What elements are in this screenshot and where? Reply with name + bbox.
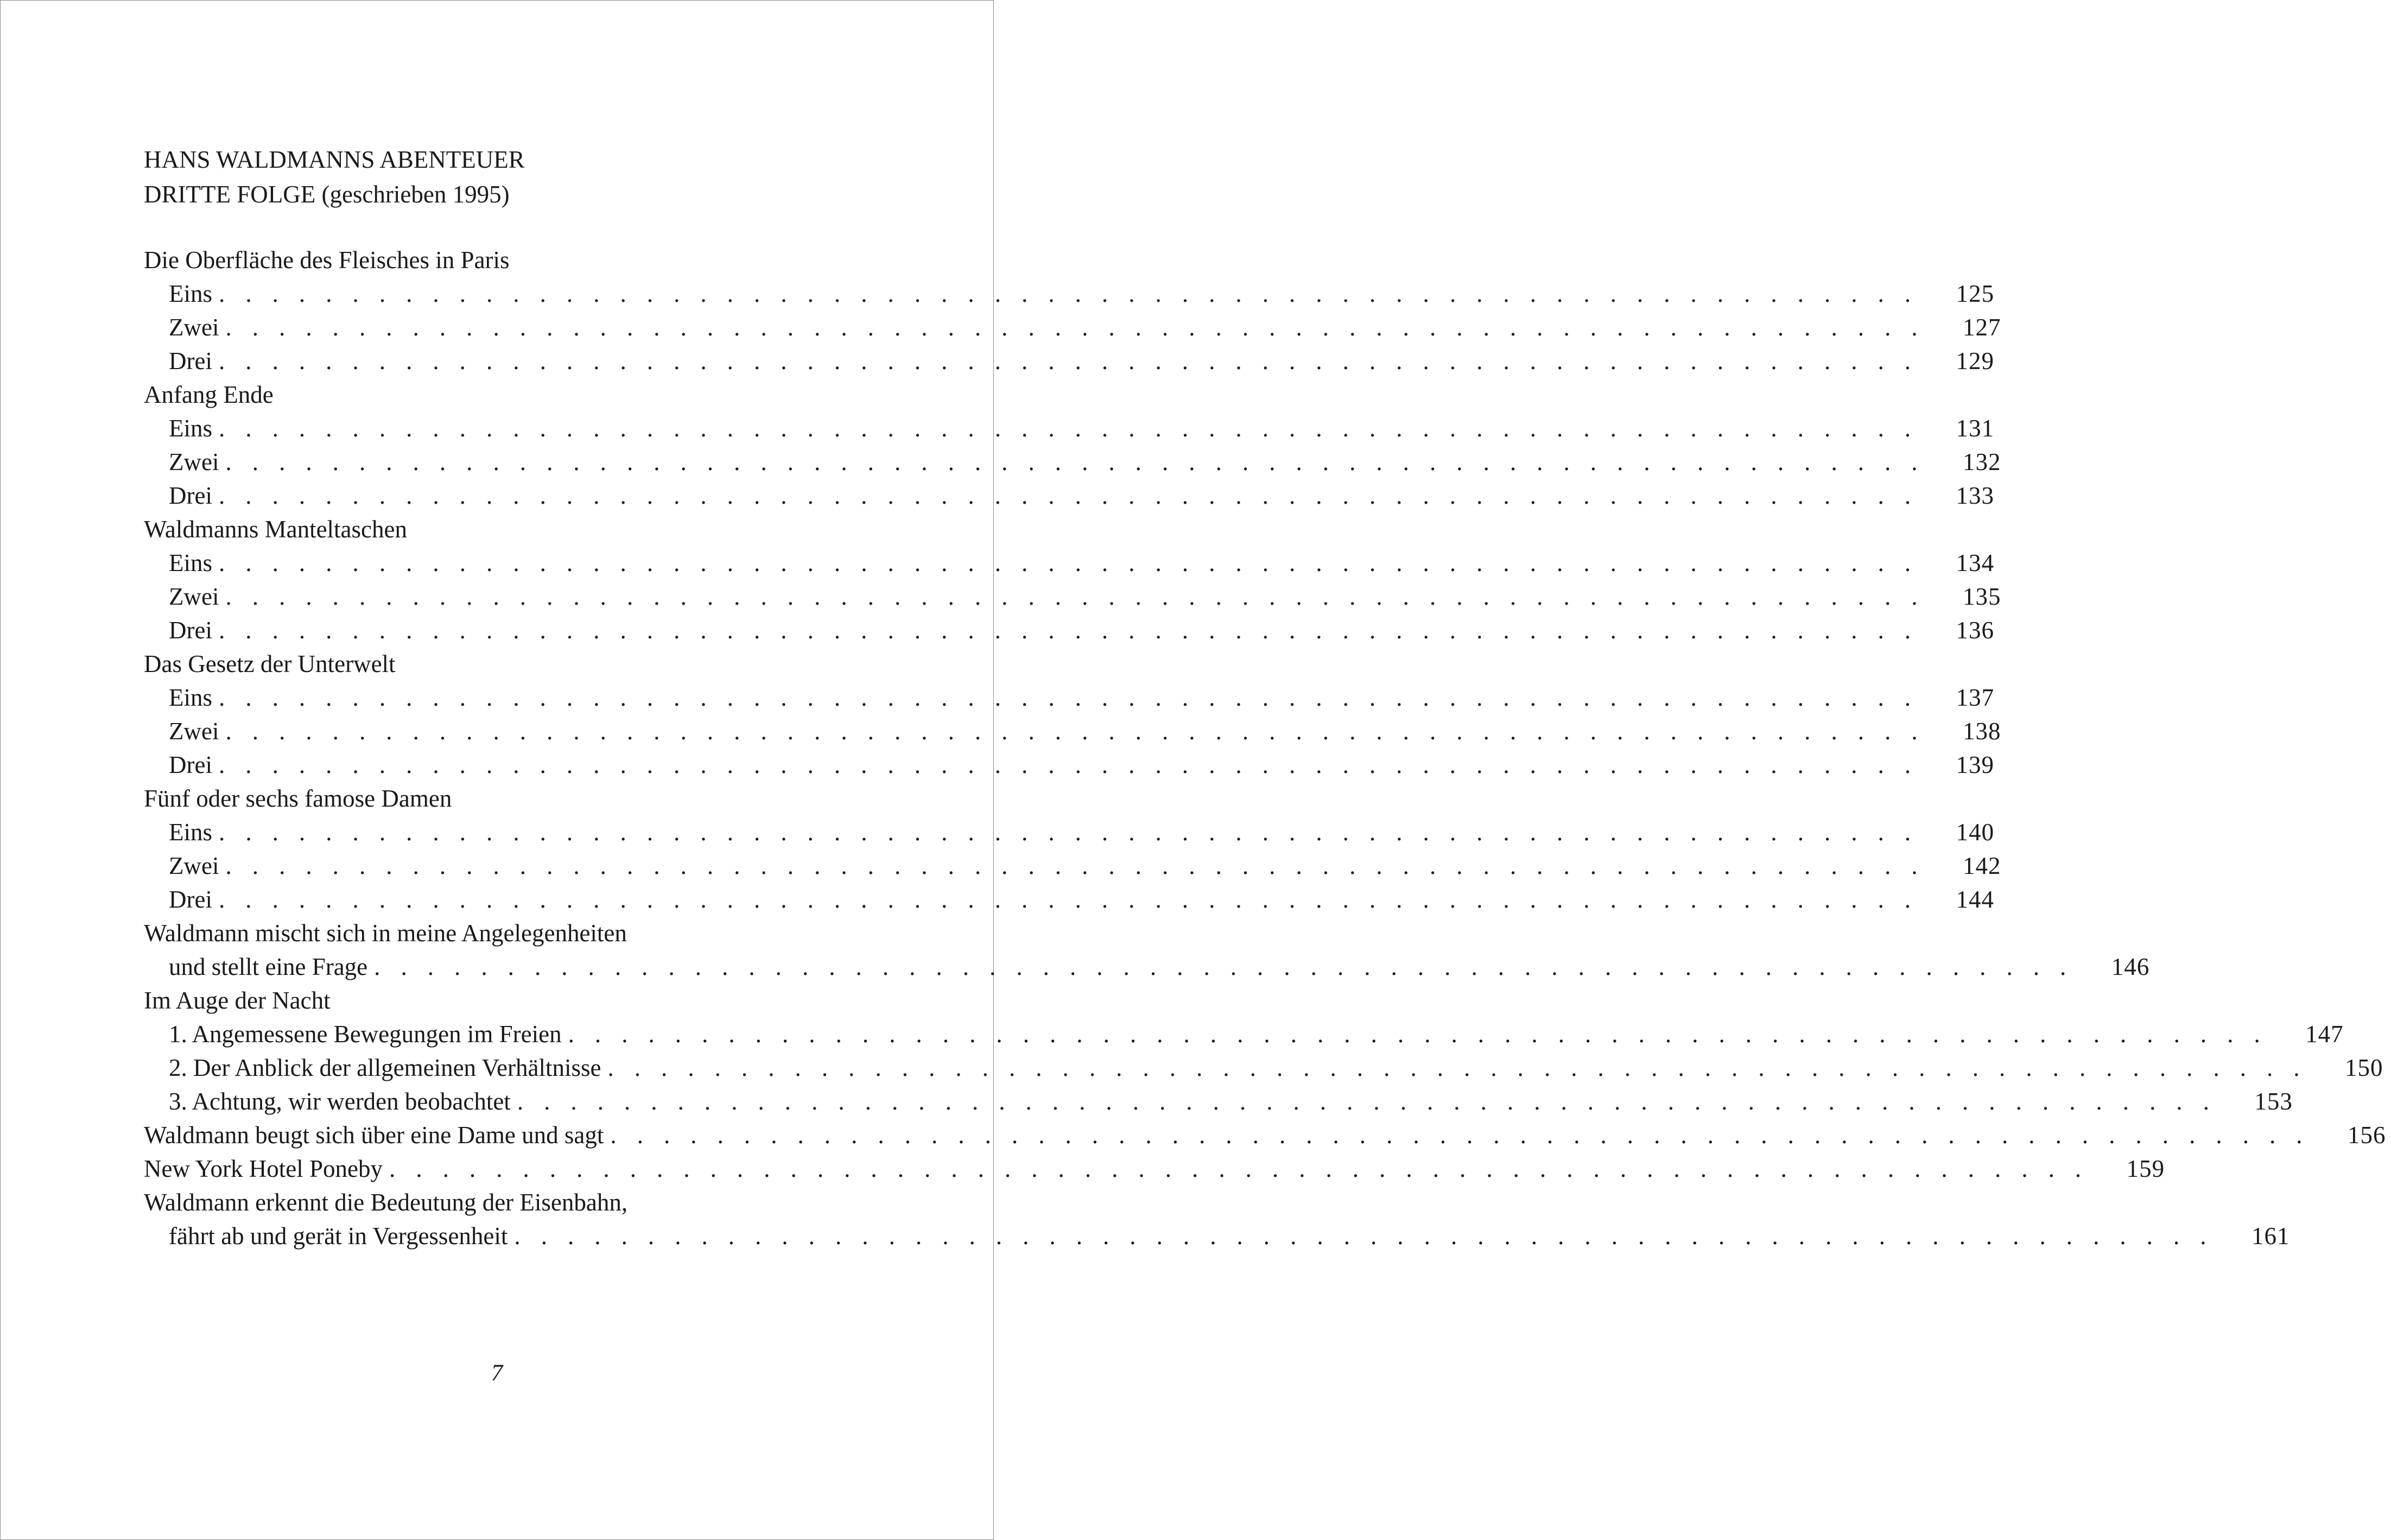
dot-leader-dots: . . . . . . . . . . . . . . . . . . . . . . . . . . . . . . . . . . . . . . . . . . . . . . . . . . . . . . . . . . . . . . . . (374, 953, 2073, 980)
toc-entry (144, 445, 2001, 479)
dot-leader (219, 479, 1918, 512)
dot-leader-dots: . . . . . . . . . . . . . . . . . . . . . . . . . . . . . . . . . . . . . . . . . . . . . . . . . . . . . . . . . . . . . . . . (218, 617, 1918, 644)
toc-page-number: 125 (1956, 280, 1995, 307)
toc-entry (144, 748, 1995, 782)
toc-entry (144, 411, 1995, 445)
dot-leader (610, 1118, 2310, 1152)
dot-leader-dots: . . . . . . . . . . . . . . . . . . . . . . . . . . . . . . . . . . . . . . . . . . . . . . . . . . . . . . . . . . . . . . . . (389, 1155, 2089, 1182)
dot-leader (225, 310, 1925, 344)
toc-entry-label: Drei (169, 886, 212, 913)
toc-entry-label: Zwei (169, 448, 219, 476)
toc-entry-label: Eins (169, 415, 213, 442)
toc-entry-label: Zwei (169, 852, 219, 879)
toc-page-number: 135 (1963, 583, 2001, 610)
dot-leader (225, 580, 1925, 613)
toc-entry (144, 681, 1995, 714)
dot-leader (219, 883, 1918, 916)
dot-leader (219, 681, 1918, 714)
dot-leader (219, 815, 1918, 849)
dot-leader-dots: . . . . . . . . . . . . . . . . . . . . . . . . . . . . . . . . . . . . . . . . . . . . . . . . . . . . . . . . . . . . . . . . (607, 1054, 2307, 1081)
dot-leader (219, 411, 1918, 445)
dot-leader (389, 1152, 2089, 1186)
toc-entry (144, 613, 1995, 647)
toc-section-title: Anfang Ende (144, 381, 274, 408)
toc-page-number: 144 (1956, 886, 1995, 913)
toc-entry (144, 1051, 2383, 1085)
toc-entry-label: Eins (169, 280, 213, 307)
toc-entry-label: Eins (169, 684, 213, 711)
toc-page-number: 139 (1956, 751, 1995, 778)
toc-entry-label: und stellt eine Frage (169, 953, 368, 980)
toc-section-title: Im Auge der Nacht (144, 987, 331, 1014)
toc-page-number: 140 (1956, 819, 1995, 846)
dot-leader-dots: . . . . . . . . . . . . . . . . . . . . . . . . . . . . . . . . . . . . . . . . . . . . . . . . . . . . . . . . . . . . . . . . (219, 684, 1918, 711)
toc-entry (144, 1219, 2290, 1253)
toc-entry-label: Drei (169, 617, 212, 644)
dot-leader-dots: . . . . . . . . . . . . . . . . . . . . . . . . . . . . . . . . . . . . . . . . . . . . . . . . . . . . . . . . . . . . . . . . (225, 583, 1925, 610)
toc-entry (144, 849, 2001, 883)
toc-entry (144, 1118, 2386, 1152)
dot-leader-dots: . . . . . . . . . . . . . . . . . . . . . . . . . . . . . . . . . . . . . . . . . . . . . . . . . . . . . . . . . . . . . . . . (568, 1021, 2268, 1048)
dot-leader-dots: . . . . . . . . . . . . . . . . . . . . . . . . . . . . . . . . . . . . . . . . . . . . . . . . . . . . . . . . . . . . . . . . (218, 347, 1918, 375)
toc-entry (144, 310, 2001, 344)
dot-leader-dots: . . . . . . . . . . . . . . . . . . . . . . . . . . . . . . . . . . . . . . . . . . . . . . . . . . . . . . . . . . . . . . . . (225, 852, 1925, 879)
dot-leader-dots: . . . . . . . . . . . . . . . . . . . . . . . . . . . . . . . . . . . . . . . . . . . . . . . . . . . . . . . . . . . . . . . . (517, 1088, 2217, 1115)
toc-entry-label: Eins (169, 819, 213, 846)
dot-leader (219, 748, 1918, 782)
toc-entry (144, 1152, 2165, 1186)
dot-leader (607, 1051, 2307, 1085)
dot-leader-dots: . . . . . . . . . . . . . . . . . . . . . . . . . . . . . . . . . . . . . . . . . . . . . . . . . . . . . . . . . . . . . . . . (225, 314, 1925, 341)
dot-leader-dots: . . . . . . . . . . . . . . . . . . . . . . . . . . . . . . . . . . . . . . . . . . . . . . . . . . . . . . . . . . . . . . . . (218, 886, 1918, 913)
toc-page-number: 159 (2126, 1155, 2165, 1182)
dot-leader (219, 277, 1918, 310)
toc-entry (144, 1085, 2293, 1118)
toc-page-number: 150 (2345, 1054, 2383, 1081)
heading-subtitle: DRITTE FOLGE (geschrieben 1995) (144, 181, 510, 208)
dot-leader (219, 344, 1918, 378)
toc-page-number: 133 (1956, 482, 1995, 509)
dot-leader-dots: . . . . . . . . . . . . . . . . . . . . . . . . . . . . . . . . . . . . . . . . . . . . . . . . . . . . . . . . . . . . . . . . (225, 718, 1925, 745)
toc-list (144, 243, 2386, 1253)
dot-leader (225, 445, 1925, 479)
toc-page-number: 138 (1963, 718, 2001, 745)
dot-leader-dots: . . . . . . . . . . . . . . . . . . . . . . . . . . . . . . . . . . . . . . . . . . . . . . . . . . . . . . . . . . . . . . . . (218, 751, 1918, 778)
toc-entry (144, 1017, 2344, 1051)
toc-page-number: 147 (2305, 1021, 2344, 1048)
dot-leader (225, 849, 1925, 883)
toc-entry (144, 883, 1995, 916)
dot-leader-dots: . . . . . . . . . . . . . . . . . . . . . . . . . . . . . . . . . . . . . . . . . . . . . . . . . . . . . . . . . . . . . . . . (219, 280, 1918, 307)
toc-entry-label: 2. Der Anblick der allgemeinen Verhältnisse (169, 1054, 601, 1081)
toc-entry-label: Waldmann beugt sich über eine Dame und sagt (144, 1121, 604, 1149)
dot-leader-dots: . . . . . . . . . . . . . . . . . . . . . . . . . . . . . . . . . . . . . . . . . . . . . . . . . . . . . . . . . . . . . . . . (610, 1121, 2310, 1149)
dot-leader (568, 1017, 2268, 1051)
toc-entry-label: 1. Angemessene Bewegungen im Freien (169, 1021, 562, 1048)
dot-leader-dots: . . . . . . . . . . . . . . . . . . . . . . . . . . . . . . . . . . . . . . . . . . . . . . . . . . . . . . . . . . . . . . . . (225, 448, 1925, 476)
toc-page-number: 134 (1956, 549, 1995, 576)
toc-page-number: 153 (2254, 1088, 2293, 1115)
toc-section-title: Fünf oder sechs famose Damen (144, 785, 452, 812)
toc-entry-label: Eins (169, 549, 213, 576)
toc-page-number: 146 (2111, 953, 2150, 980)
toc-entry-label: Drei (169, 751, 212, 778)
toc-entry (144, 950, 2150, 984)
dot-leader (219, 546, 1918, 580)
toc-page-number: 129 (1956, 347, 1995, 375)
toc-entry (144, 815, 1995, 849)
toc-page-number: 137 (1956, 684, 1995, 711)
toc-page-number: 136 (1956, 617, 1995, 644)
dot-leader (517, 1085, 2217, 1118)
toc-section-title: Waldmann erkennt die Bedeutung der Eisenbahn, (144, 1189, 628, 1216)
toc-entry-label: Drei (169, 482, 212, 509)
toc-entry-label: Drei (169, 347, 212, 375)
toc-page-number: 142 (1963, 852, 2001, 879)
toc-entry-label: Zwei (169, 314, 219, 341)
toc-section-title: Waldmann mischt sich in meine Angelegenheiten (144, 920, 627, 947)
dot-leader (225, 714, 1925, 748)
toc-page-number: 132 (1963, 448, 2001, 476)
toc-entry-label: fährt ab und gerät in Vergessenheit (169, 1222, 508, 1250)
toc-entry (144, 277, 1995, 310)
toc-entry-label: Zwei (169, 718, 219, 745)
dot-leader-dots: . . . . . . . . . . . . . . . . . . . . . . . . . . . . . . . . . . . . . . . . . . . . . . . . . . . . . . . . . . . . . . . . (219, 415, 1918, 442)
table-of-contents (144, 142, 2386, 1253)
toc-entry-label: Zwei (169, 583, 219, 610)
dot-leader-dots: . . . . . . . . . . . . . . . . . . . . . . . . . . . . . . . . . . . . . . . . . . . . . . . . . . . . . . . . . . . . . . . . (219, 549, 1918, 576)
dot-leader (374, 950, 2073, 984)
toc-entry (144, 344, 1995, 378)
toc-page-number: 127 (1963, 314, 2001, 341)
toc-page-number: 156 (2347, 1121, 2386, 1149)
dot-leader-dots: . . . . . . . . . . . . . . . . . . . . . . . . . . . . . . . . . . . . . . . . . . . . . . . . . . . . . . . . . . . . . . . . (218, 482, 1918, 509)
heading-title: HANS WALDMANNS ABENTEUER (144, 146, 525, 173)
toc-entry (144, 714, 2001, 748)
toc-heading (144, 142, 839, 212)
dot-leader (219, 613, 1918, 647)
toc-section-title: Waldmanns Manteltaschen (144, 516, 407, 543)
toc-entry-label: New York Hotel Poneby (144, 1155, 383, 1182)
toc-entry (144, 479, 1995, 512)
toc-section-title: Die Oberfläche des Fleisches in Paris (144, 246, 510, 274)
dot-leader (514, 1219, 2214, 1253)
toc-entry (144, 580, 2001, 613)
toc-page-number: 161 (2251, 1222, 2290, 1250)
toc-entry-label: 3. Achtung, wir werden beobachtet (169, 1088, 511, 1115)
dot-leader-dots: . . . . . . . . . . . . . . . . . . . . . . . . . . . . . . . . . . . . . . . . . . . . . . . . . . . . . . . . . . . . . . . . (219, 819, 1918, 846)
toc-section-title: Das Gesetz der Unterwelt (144, 650, 396, 677)
page-number: 7 (491, 1360, 503, 1386)
toc-entry (144, 546, 1995, 580)
dot-leader-dots: . . . . . . . . . . . . . . . . . . . . . . . . . . . . . . . . . . . . . . . . . . . . . . . . . . . . . . . . . . . . . . . . (514, 1222, 2214, 1250)
toc-page-number: 131 (1956, 415, 1995, 442)
